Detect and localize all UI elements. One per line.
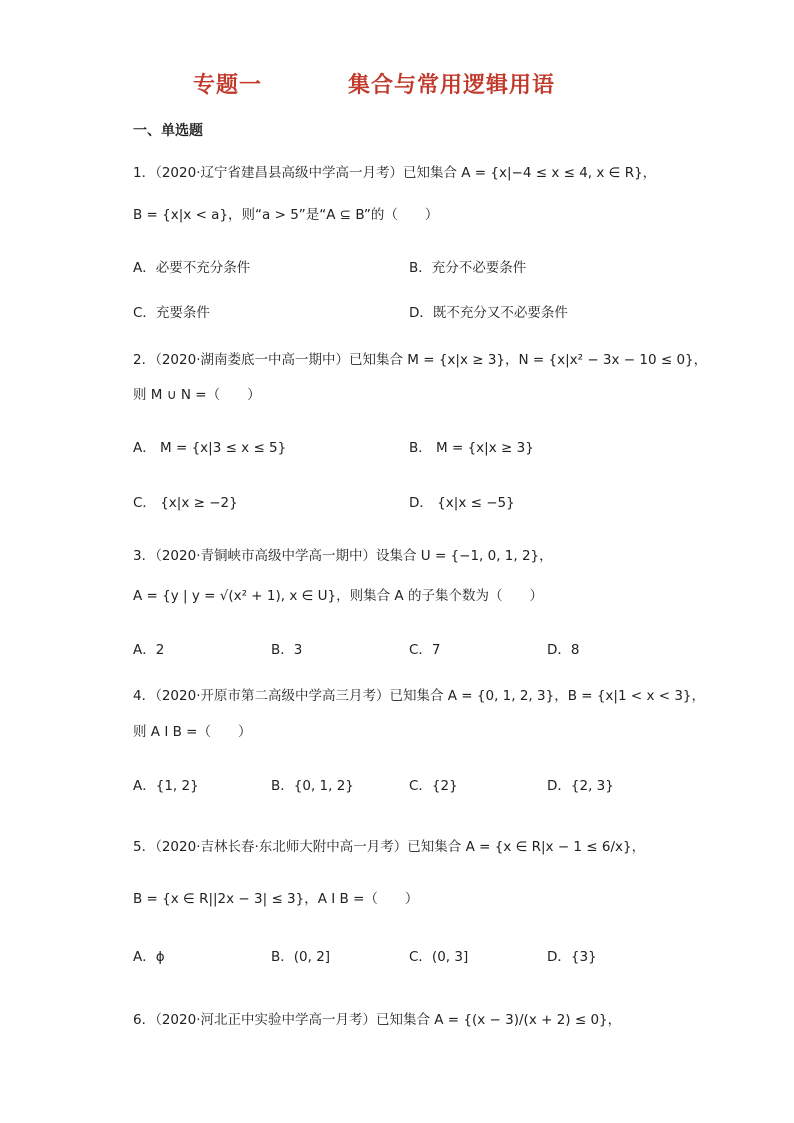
question-2-option-a[interactable]: A． M = {x|3 ≤ x ≤ 5}: [133, 440, 287, 456]
question-4-option-c[interactable]: C．{2}: [409, 778, 458, 794]
question-3-option-b[interactable]: B．3: [271, 642, 303, 658]
question-5-line-1: 5．（2020·吉林长春·东北师大附中高一月考）已知集合 A = {x ∈ R|x − 1 ≤ 6/x}，: [133, 839, 646, 855]
question-2-option-b[interactable]: B． M = {x|x ≥ 3}: [409, 440, 534, 456]
question-5-option-d[interactable]: D．{3}: [547, 949, 597, 965]
question-3-option-c[interactable]: C．7: [409, 642, 441, 658]
question-5-option-a[interactable]: A．ϕ: [133, 949, 165, 965]
question-2-line-1: 2．（2020·湖南娄底一中高一期中）已知集合 M = {x|x ≥ 3}，N = {x|x² − 3x − 10 ≤ 0}，: [133, 352, 708, 368]
question-2-option-c[interactable]: C． {x|x ≥ −2}: [133, 495, 238, 511]
question-2-option-d[interactable]: D． {x|x ≤ −5}: [409, 495, 515, 511]
question-4-line-1: 4．（2020·开原市第二高级中学高三月考）已知集合 A = {0, 1, 2, 3}，B = {x|1 < x < 3}，: [133, 688, 706, 704]
title-subject: 集合与常用逻辑用语: [348, 73, 556, 98]
question-5-line-2: B = {x ∈ R||2x − 3| ≤ 3}，A I B =（ ）: [133, 891, 419, 907]
question-4-option-a[interactable]: A．{1, 2}: [133, 778, 199, 794]
question-3-option-d[interactable]: D．8: [547, 642, 580, 658]
question-3-line-1: 3．（2020·青铜峡市高级中学高一期中）设集合 U = {−1, 0, 1, 2}，: [133, 548, 553, 564]
question-4-line-2: 则 A I B =（ ）: [133, 724, 252, 740]
question-6-line-1: 6．（2020·河北正中实验中学高一月考）已知集合 A = {(x − 3)/(x + 2) ≤ 0}，: [133, 1012, 622, 1028]
question-1-line-1: 1．（2020·辽宁省建昌县高级中学高一月考）已知集合 A = {x|−4 ≤ x ≤ 4, x ∈ R}，: [133, 165, 657, 181]
title-topic: 专题一: [193, 73, 263, 98]
section-heading: 一、单选题: [133, 123, 203, 139]
question-3-line-2: A = {y | y = √(x² + 1), x ∈ U}，则集合 A 的子集个数为（ ）: [133, 588, 543, 604]
question-4-option-b[interactable]: B．{0, 1, 2}: [271, 778, 354, 794]
question-1-line-2: B = {x|x < a}，则“a > 5”是“A ⊆ B”的（ ）: [133, 207, 439, 223]
question-1-option-b[interactable]: B．充分不必要条件: [409, 260, 527, 276]
question-3-option-a[interactable]: A．2: [133, 642, 165, 658]
question-5-option-b[interactable]: B．(0, 2]: [271, 949, 331, 965]
question-1-option-d[interactable]: D．既不充分又不必要条件: [409, 305, 568, 321]
question-5-option-c[interactable]: C．(0, 3]: [409, 949, 469, 965]
question-1-option-a[interactable]: A．必要不充分条件: [133, 260, 251, 276]
question-2-line-2: 则 M ∪ N =（ ）: [133, 387, 261, 403]
question-1-option-c[interactable]: C．充要条件: [133, 305, 210, 321]
question-4-option-d[interactable]: D．{2, 3}: [547, 778, 614, 794]
